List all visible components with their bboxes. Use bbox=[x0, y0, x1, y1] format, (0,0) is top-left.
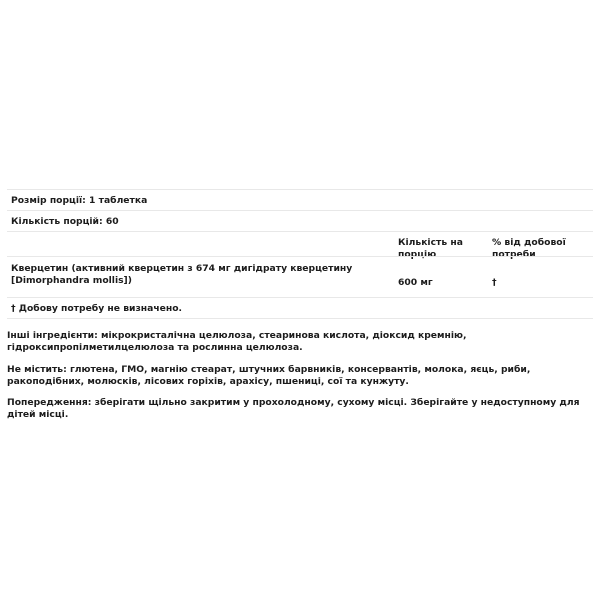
daily-value-header: % від добової потреби bbox=[492, 237, 566, 260]
servings-count-row bbox=[7, 210, 593, 231]
warning: Попередження: зберігати щільно закритим у прохолодному, сухому місці. Зберігайте у недоступному для дітей місці. bbox=[7, 397, 580, 420]
does-not-contain: Не містить: глютена, ГМО, магнію стеарат, штучних барвників, консервантів, молока, яєць, риби, ракоподібних, молюсків, лісових горіхів, арахісу, пшениці, сої та кунжуту. bbox=[7, 364, 531, 387]
table-row bbox=[7, 256, 593, 297]
ingredient-name: Кверцетин (активний кверцетин з 674 мг дигідрату кверцетину [Dimorphandra mollis]) bbox=[11, 263, 353, 286]
other-ingredients: Інші інгредієнти: мікрокристалічна целюлоза, стеаринова кислота, діоксид кремнію, гідроксипропілметилцелюлоза та рослинна целюлоза. bbox=[7, 330, 467, 353]
servings-count: Кількість порцій: 60 bbox=[11, 216, 119, 227]
supplement-facts-table bbox=[7, 189, 593, 319]
amount-header: Кількість на порцію bbox=[398, 237, 463, 260]
ingredient-amount: 600 мг bbox=[398, 277, 433, 288]
serving-size: Розмір порції: 1 таблетка bbox=[11, 195, 148, 206]
ingredient-daily-value: † bbox=[492, 277, 497, 288]
serving-size-row bbox=[7, 189, 593, 210]
footnote-row bbox=[7, 297, 593, 319]
table-header-row bbox=[7, 231, 593, 260]
footnote: † Добову потребу не визначено. bbox=[11, 303, 183, 314]
